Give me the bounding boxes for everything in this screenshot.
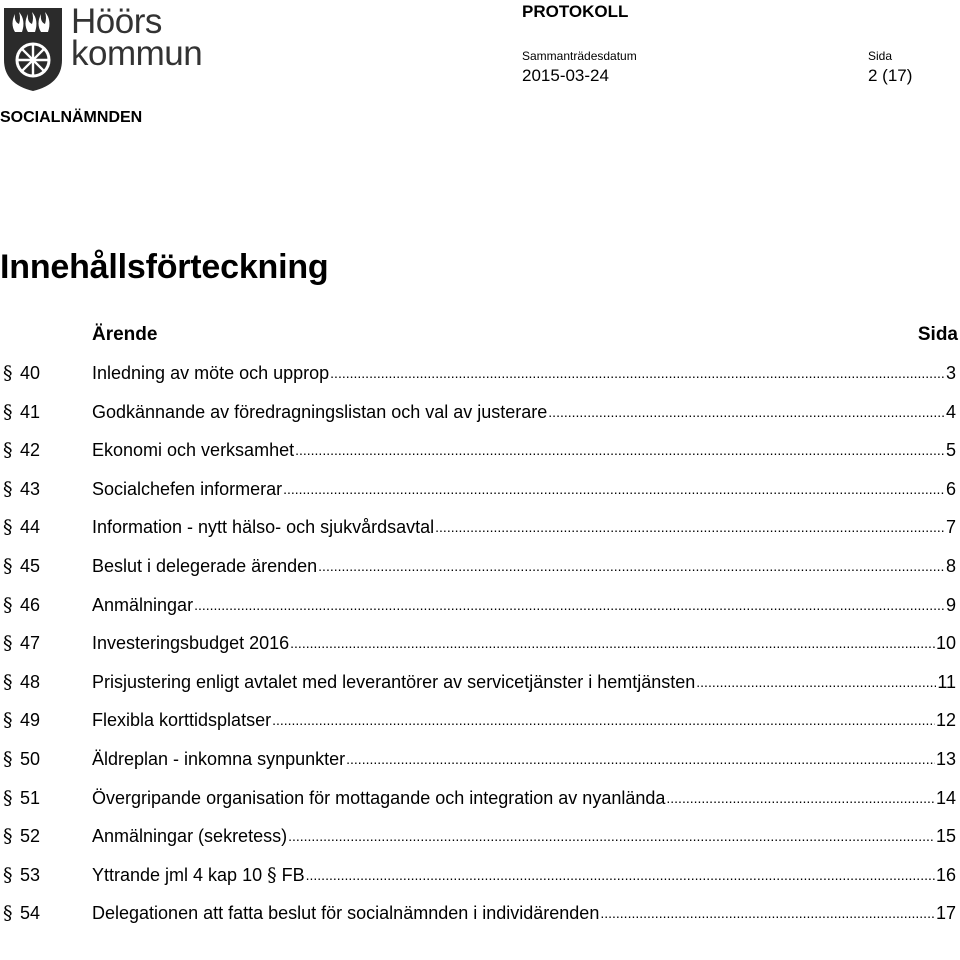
toc-item-page: 11 [937,671,956,692]
toc-item-label: Delegationen att fatta beslut för socialnämnden i individärenden [92,903,600,924]
toc-item-page: 13 [935,748,956,769]
toc-column-headers [92,324,958,346]
toc-item-number: 51 [20,787,41,808]
dot-leader [318,547,945,585]
toc-item-number: 46 [20,594,41,615]
toc-item-number: 48 [20,671,41,692]
toc-row[interactable] [0,856,960,895]
section-symbol: § [3,477,13,500]
toc-item-number: 47 [20,633,41,654]
section-symbol: § [3,632,13,655]
document-type: PROTOKOLL [522,2,629,21]
toc-item-label: Beslut i delegerade ärenden [92,555,318,576]
toc-item-label: Information - nytt hälso- och sjukvårdsavtal [92,517,435,538]
toc-row[interactable] [0,779,960,818]
dot-leader [548,393,945,431]
toc-row[interactable] [0,431,960,470]
toc-item-page: 3 [945,363,956,383]
toc-item-page: 4 [945,401,956,422]
logo-wordmark-line2: kommun [71,34,203,73]
page-title: Innehållsförteckning [0,248,329,286]
section-symbol: § [3,786,13,809]
toc-row[interactable] [0,894,960,933]
toc-item-label: Äldreplan - inkomna synpunkter [92,748,346,769]
dot-leader [194,586,945,624]
coat-of-arms-icon [2,6,64,92]
toc-item-label-part2: FB [276,864,305,885]
toc-item-label: Anmälningar (sekretess) [92,826,288,847]
toc-item-label: Ekonomi och verksamhet [92,440,295,461]
section-symbol: § [3,554,13,577]
toc-item-number: 50 [20,748,41,769]
toc-item-label [92,856,305,894]
toc-item-label: Flexibla korttidsplatser [92,710,272,731]
dot-leader [295,431,945,469]
meeting-date-label: Sammanträdesdatum [522,49,637,63]
toc-item-page: 15 [935,826,956,847]
logo-wordmark [71,2,203,73]
dot-leader [435,508,945,546]
toc-item-page: 5 [945,440,956,461]
toc-row[interactable] [0,547,960,586]
toc-item-number: 41 [20,401,41,422]
toc-row[interactable] [0,586,960,625]
toc-row[interactable] [0,701,960,740]
dot-leader [666,779,935,817]
page-value: 2 (17) [868,66,913,85]
dot-leader [330,354,945,392]
toc-item-number: 43 [20,478,41,499]
dot-leader [346,740,935,778]
toc-item-page: 10 [935,633,956,654]
toc-item-number: 42 [20,440,41,461]
section-symbol: § [3,362,13,384]
toc-item-number: 53 [20,864,41,885]
section-symbol: § [3,863,13,886]
department-name: SOCIALNÄMNDEN [0,109,143,126]
toc-row[interactable] [0,663,960,702]
table-of-contents [0,354,960,933]
toc-item-label: Godkännande av föredragningslistan och val av justerare [92,401,548,422]
toc-item-label: Inledning av möte och upprop [92,363,330,383]
toc-item-number: 45 [20,555,41,576]
toc-row[interactable] [0,393,960,432]
column-header-arende: Ärende [92,324,158,345]
toc-item-page: 17 [935,903,956,924]
dot-leader [283,470,945,508]
page-label: Sida [868,49,893,63]
toc-item-number: 40 [20,363,41,383]
toc-item-label: Investeringsbudget 2016 [92,633,290,654]
toc-row[interactable] [0,817,960,856]
section-symbol: § [3,747,13,770]
toc-item-label-part1: Yttrande jml 4 kap 10 [92,864,268,885]
municipality-logo [0,2,212,96]
toc-row[interactable] [0,470,960,509]
toc-item-number: 49 [20,710,41,731]
toc-item-label: Prisjustering enligt avtalet med leverantörer av servicetjänster i hemtjänsten [92,671,696,692]
toc-item-page: 14 [935,787,956,808]
logo-wordmark-line1: Höörs [71,2,162,41]
dot-leader [288,817,935,855]
toc-row[interactable] [0,508,960,547]
toc-item-page: 9 [945,594,956,615]
toc-item-label: Anmälningar [92,594,194,615]
section-symbol: § [3,902,13,925]
section-symbol: § [3,439,13,462]
toc-item-page: 12 [935,710,956,731]
toc-row[interactable] [0,354,960,393]
toc-item-number: 44 [20,517,41,538]
dot-leader [290,624,935,662]
toc-item-label: Övergripande organisation för mottagande och integration av nyanlända [92,787,666,808]
dot-leader [272,701,935,739]
section-symbol: § [3,400,13,423]
section-symbol: § [3,593,13,616]
section-symbol: § [3,825,13,848]
column-header-sida: Sida [917,324,958,345]
toc-item-page: 6 [945,478,956,499]
toc-row[interactable] [0,624,960,663]
toc-item-number: 54 [20,903,41,924]
dot-leader [600,894,935,932]
toc-item-page: 7 [945,517,956,538]
section-symbol: § [3,709,13,732]
toc-item-page: 16 [935,864,956,885]
dot-leader [306,856,935,894]
dot-leader [696,663,936,701]
toc-item-label: Socialchefen informerar [92,478,283,499]
toc-item-page: 8 [945,555,956,576]
section-symbol: § [3,516,13,539]
meeting-date-value: 2015-03-24 [522,66,609,85]
toc-row[interactable] [0,740,960,779]
section-symbol: § [3,670,13,693]
toc-item-number: 52 [20,826,41,847]
inline-section-symbol: § [267,863,277,886]
